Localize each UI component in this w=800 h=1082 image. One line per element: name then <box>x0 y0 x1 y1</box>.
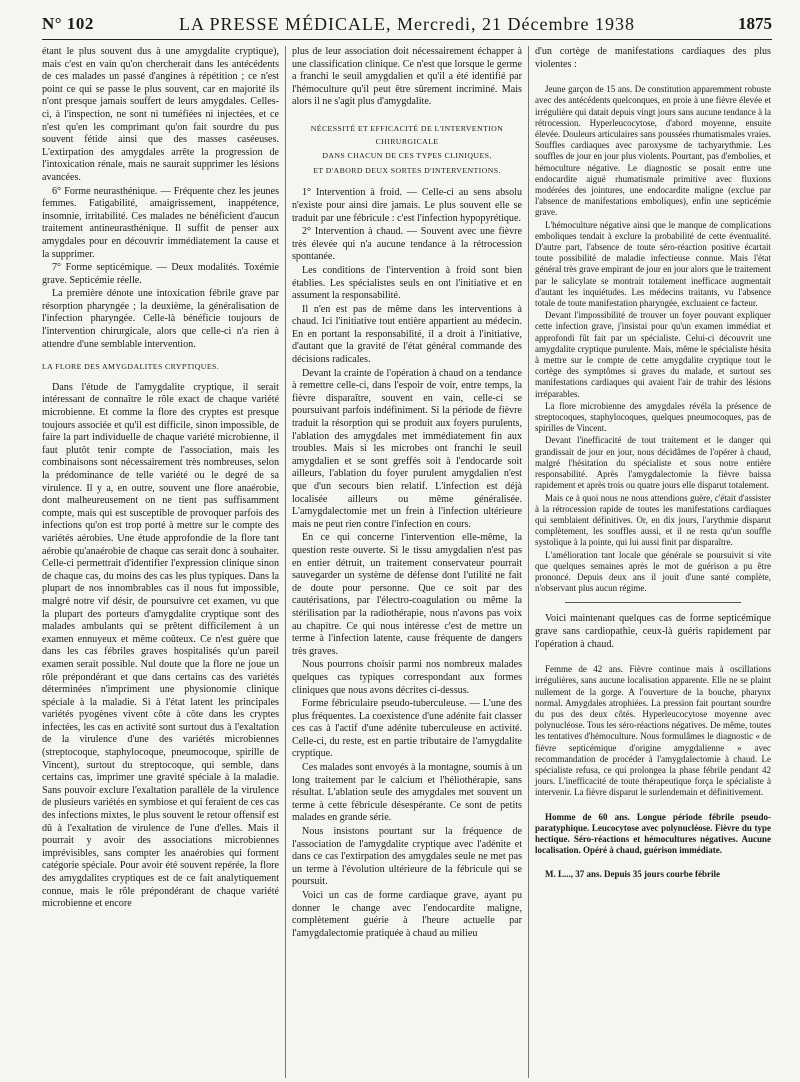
case-report: L'amélioration tant locale que générale se poursuivit si vite que quelques semaines après le mot de guérison a pu être prononcé. Depuis deux ans il jouit d'une santé complète, n'observant plus aucun régime. <box>535 549 771 594</box>
page-number: 1875 <box>738 14 772 33</box>
case-report: M. L..., 37 ans. Depuis 35 jours courbe fébrile <box>545 869 720 880</box>
paragraph: 1° Intervention à froid. — Celle-ci au sens absolu n'existe pour ainsi dire jamais. Le plus souvent elle se traduit par une fébricule : c'est l'infection hypopyrétique. <box>292 187 522 224</box>
section-heading: ET D'ABORD DEUX SORTES D'INTERVENTIONS. <box>313 165 501 175</box>
page-header <box>42 14 772 36</box>
column-2 <box>285 46 528 1078</box>
paragraph: La première dénote une intoxication fébrile grave par résorption pharyngée ; la deuxième, la généralisation de l'infection pharyngée. Celle-là bénéficie toujours de l'intervention chirurgicale, alors que celle-ci n'a rien à attendre d'une semblable intervention. <box>42 288 279 350</box>
section-heading: DANS CHACUN DE CES TYPES CLINIQUES, <box>322 151 492 161</box>
section-heading: LA FLORE DES AMYGDALITES CRYPTIQUES. <box>42 362 220 372</box>
case-report: Devant l'impossibilité de trouver un foyer pouvant expliquer cette infection grave, j'insistai pour qu'un examen immédiat et approfondi fût fait par un spécialiste. Celui-ci découvrit une amygdalite cryptique purulente. Mais, même le spécialiste hésita à mettre sur le compte de cette amygdalite cryptique tout le cortège des symptômes si graves du malade, et surtout ses manifestations cardiaques qui avaient l'air de trahir des lésions irréparables. <box>535 310 771 399</box>
column-3 <box>528 46 771 1078</box>
spacer <box>535 857 771 869</box>
case-report: La flore microbienne des amygdales révéla la présence de streptocoques, staphylocoques, quelques pneumocoques, pas de spirilles de Vincent. <box>535 400 771 434</box>
case-report: Jeune garçon de 15 ans. De constitution apparemment robuste avec des antécédents quelconques, en proie à une fièvre élevée et irrégulière qui datait depuis vingt jours sans aucune tendance à la rétrocession. Hyperleucocytose, d'abord moyenne, ensuite élevée. Douleurs articulaires sans poussées rhumatismales vraies. Souffles cardiaques avec paroxysme de tachyarythmie. Les souffles de jour en jour plus violents. Pourtant, pas d'embolies, et hémoculture négative. Le diagnostic se posait entre une endocardite aiguë rhumatismale primitive avec fluxions modérées des jointures, une endocardite maligne (exclue par l'absence de manifestations emboliques), enfin une septicémie grave. <box>535 84 771 218</box>
spacer <box>535 72 771 84</box>
paragraph: d'un cortège de manifestations cardiaques des plus violentes : <box>535 46 771 70</box>
paragraph: plus de leur association doit nécessairement échapper à une classification clinique. Ce n'est que lorsque le germe a franchi le seuil amygdalien et qu'il a été identifié par l'hémoculture qu'il peut être sûrement incriminé. Mais alors il ne s'agit plus d'amygdalite. <box>292 46 522 108</box>
paragraph: Les conditions de l'intervention à froid sont bien établies. Les spécialistes seuls en ont l'initiative et en assument la responsabilité. <box>292 264 522 302</box>
paragraph: Nous insistons pourtant sur la fréquence de l'association de l'amygdalite cryptique avec l'adénite et dans ce cas l'extirpation des amygdales seule ne met pas un terme à l'évolution ultérieure de la fébricule qui se poursuit. <box>292 826 522 888</box>
paragraph: Dans l'étude de l'amygdalite cryptique, il serait intéressant de connaître le rôle exact de chaque variété microbienne. Et comme la flore des cryptes est presque toujours associée et qu'il est difficile, sinon impossible, de faire la part individuelle de chaque variété microbienne, il faut plutôt tenir compte de l'association, mais les combinaisons sont nécessairement très nombreuses, selon la prédominance de telle variété ou le degré de sa virulence. Il y a, en outre, souvent une flore anaérobie, dont malheureusement on ne tient pas suffisamment compte, mais qui est susceptible de provoquer parfois des infections qu'on est trop porté à mettre sur le compte des variétés aérobies. Une étude approfondie de la flore tant aérobie qu'anaérobie de chaque cas serait donc à souhaiter. Celle-ci permettrait d'identifier l'expression clinique sinon de chaque cas, du moins des cas les plus typiques. Dans la plupart de nos innombrables cas il nous fut impossible, malgré notre vif désir, de poursuivre cet examen, vu que la plupart des porteurs d'amygdalite cryptique sont des malades ambulants qui se prêtent difficilement à un examen ennuyeux et même coûteux. Ce n'est guère que dans les cas fébriles graves hospitalisés qu'un pareil examen serait possible. Nul doute que la flore ne joue un rôle prépondérant et que dans certains cas des variétés déterminées n'impriment une physionomie clinique spéciale à la maladie. Si à l'état latent les principales variétés pyogènes vivent côte à côte dans les cryptes infectées, les cas en activité sont surtout dus à l'exaltation de la virulence d'une des variétés microbiennes (streptocoque, staphylocoque, pneumocoque, spirille de Vincent), surtout du streptocoque, qui semble, dans certains cas, imprimer une gravité spéciale à la maladie. Sans pouvoir exclure l'exaltation parallèle de la virulence de plusieurs variétés en symbiose et qui feraient de ces cas des infections mixtes, le plus souvent le retour offensif est dû à l'exaltation de virulence de l'une d'elles. Mais il pourrait y avoir des associations microbiennes imprévisibles, sans compter les anaérobies qui forment catégorie spéciale. Pour avoir été souvent repérée, la flore des amygdalites cryptiques est de ce fait analytiquement connue, mais le rôle prépondérant de chaque variété microbienne et encore <box>42 381 279 910</box>
column-1 <box>42 46 285 1078</box>
header-rule <box>42 39 772 40</box>
paragraph: 7° Forme septicémique. — Deux modalités. Toxémie grave. Septicémie réelle. <box>42 262 279 286</box>
paragraph: En ce qui concerne l'intervention elle-même, la question reste ouverte. Si le tissu amygdalien n'est pas en entier détruit, un traitement conservateur pourrait sauvegarder un système de défense dont l'utilité ne fait de doute pour personne. Que ce soit par des cautérisations, par l'électro-coagulation ou même la stérilisation par la radiothérapie, nous n'avons pas voix au chapitre. Ce qui nous intéresse c'est de mettre un terme à l'infection latente, cause fréquente de dangers très graves. <box>292 532 522 657</box>
paragraph: 6° Forme neurasthénique. — Fréquente chez les jeunes femmes. Fatigabilité, amaigrissement, inappétence, insomnie, irritabilité. Ces malades ne bénéficient d'aucun traitement antineurasthénique. Il suffit de penser aux amygdales pour en découvrir immédiatement la cause et la supprimer. <box>42 185 279 260</box>
paragraph: étant le plus souvent dus à une amygdalite cryptique), mais c'est en vain qu'on chercherait dans les antécédents de ces malades un passé d'angines à répétition ; ce n'est point ce qui se passe le plus souvent, car en majorité ils n'ont presque jamais souffert de leurs amygdales. Celles-ci, à l'inspection, ne sont ni tuméfiées ni injectées, et ce n'est qu'en les comprimant qu'on fait sourdre du pus souvent fétide ainsi que des masses caséeuses. L'extirpation des amygdales arrête la progression de l'intoxication rénale, mais ne saurait supprimer les lésions avancées. <box>42 46 279 183</box>
paragraph: 2° Intervention à chaud. — Souvent avec une fièvre très élevée qui n'a aucune tendance à la rétrocession spontanée. <box>292 226 522 263</box>
case-report: L'hémoculture négative ainsi que le manque de complications emboliques tendait à exclure la probabilité de cette éventualité. D'autre part, l'absence de toute séro-réaction positive écartait toute possibilité de maladie infectieuse connue. Mais l'état général très grave empirant de jour en jour alors que le traitement par le salicylate se montrait totalement inefficace augmentait d'autant les inquiétudes. Les médecins traitants, vu l'absence totale de toute manifestation pharyngée, excluaient ce facteur. <box>535 219 771 309</box>
paragraph: Voici maintenant quelques cas de forme septicémique grave sans cardiopathie, ceux-là guéris rapidement par l'opération à chaud. <box>535 613 771 650</box>
issue-number: N° 102 <box>42 14 94 33</box>
section-divider <box>565 602 741 603</box>
spacer <box>535 800 771 812</box>
paragraph: Ces malades sont envoyés à la montagne, soumis à un long traitement par le calcium et l'héliothérapie, sans résultat. L'ablation seule des amygdales met souvent un terme à cette fébricule désespérante. Ce sont de petits malades en grande série. <box>292 762 522 824</box>
paragraph: Voici un cas de forme cardiaque grave, ayant pu donner le change avec l'endocardite maligne, complètement guérie à l'heure actuelle par l'amygdalectomie pratiquée à chaud au milieu <box>292 890 522 939</box>
spacer <box>535 652 771 664</box>
journal-title: LA PRESSE MÉDICALE, Mercredi, 21 Décembre 1938 <box>179 14 635 34</box>
paragraph: Devant la crainte de l'opération à chaud on a tendance à remettre celle-ci, dans l'espoir de voir, entre temps, la fièvre disparaître, souvent en vain, celle-ci se poursuivant parfois indéfiniment. Si la période de fièvre traduit la résorption qui se produit aux foyers purulents, l'ablation des amygdales met immédiatement fin aux troubles. Mais si les microbes ont franchi le seuil amygdalien et se sont greffés soit à l'endocarde soit ailleurs, l'ablation du foyer purulent amygdalien n'est que d'un secours bien relatif. L'infection est déjà localisée ailleurs ou même généralisée. L'amygdalectomie met un frein à l'infection ultérieure mais ne peut rien contre l'infection en cours. <box>292 367 522 530</box>
section-heading: NÉCESSITÉ ET EFFICACITÉ DE L'INTERVENTION CHIRURGICALE <box>310 123 504 146</box>
article-columns <box>42 46 772 1078</box>
case-report: Devant l'inefficacité de tout traitement et le danger qui grandissait de jour en jour, nous décidâmes de l'opérer à chaud, malgré l'hésitation du spécialiste et sous notre entière responsabilité. Après l'amygdalectomie la fièvre baissa rapidement et après trois ou quatre jours elle disparut totalement. <box>535 435 771 491</box>
case-report: Femme de 42 ans. Fièvre continue mais à oscillations irrégulières, sans aucune localisation apparente. Elle ne se plaint nullement de la gorge. A l'ouverture de la bouche, pharynx normal. Amygdales atrophiées. La pression fait pourtant sourdre du pus des deux côtés. Hyperleucocytose moyenne avec polynucléose. Tous les séro-réactions négatives. De même, toutes les tentatives d'hémoculture. Nous formulâmes le diagnostic « de fièvre septicémique d'origine amygdalienne » avec recommandation de procéder à l'amygdalectomie à chaud. Le spécialiste refusa, ce qui prolongea la phase fébrile pendant 42 jours. L'inefficacité de toute thérapeutique força le spécialiste à intervenir. La fièvre disparut le surlendemain et définitivement. <box>535 664 771 798</box>
paragraph: Nous pourrons choisir parmi nos nombreux malades quelques cas typiques correspondant aux formes cliniques que nous avons décrites ci-dessus. <box>292 659 522 696</box>
case-report: Homme de 60 ans. Longue période fébrile pseudo-paratyphique. Leucocytose avec polynucléose. Fièvre du type hectique. Séro-réactions et hémocultures négatives. Aucune localisation. Opéré à chaud, guérison immédiate. <box>535 811 771 856</box>
paragraph: Forme fébriculaire pseudo-tuberculeuse. — L'une des plus fréquentes. La coexistence d'une adénite fait classer ces cas à l'actif d'une adénite tuberculeuse en activité. Celle-ci, du reste, est en partie tributaire de l'amygdalite cryptique. <box>292 698 522 760</box>
case-report: Mais ce à quoi nous ne nous attendions guère, c'était d'assister à la rétrocession rapide de toutes les manifestations cardiaques qui semblaient définitives. Or, en dix jours, l'arythmie disparut complètement, les souffles aussi, et il ne resta qu'un souffle systolique à la pointe, qui lui aussi finit par disparaître. <box>535 492 771 548</box>
paragraph: Il n'en est pas de même dans les interventions à chaud. Ici l'initiative tout entière appartient au médecin. En en portant la responsabilité, il a droit à l'initiative, d'autant que la gravité de l'état général commande des décisions radicales. <box>292 303 522 366</box>
